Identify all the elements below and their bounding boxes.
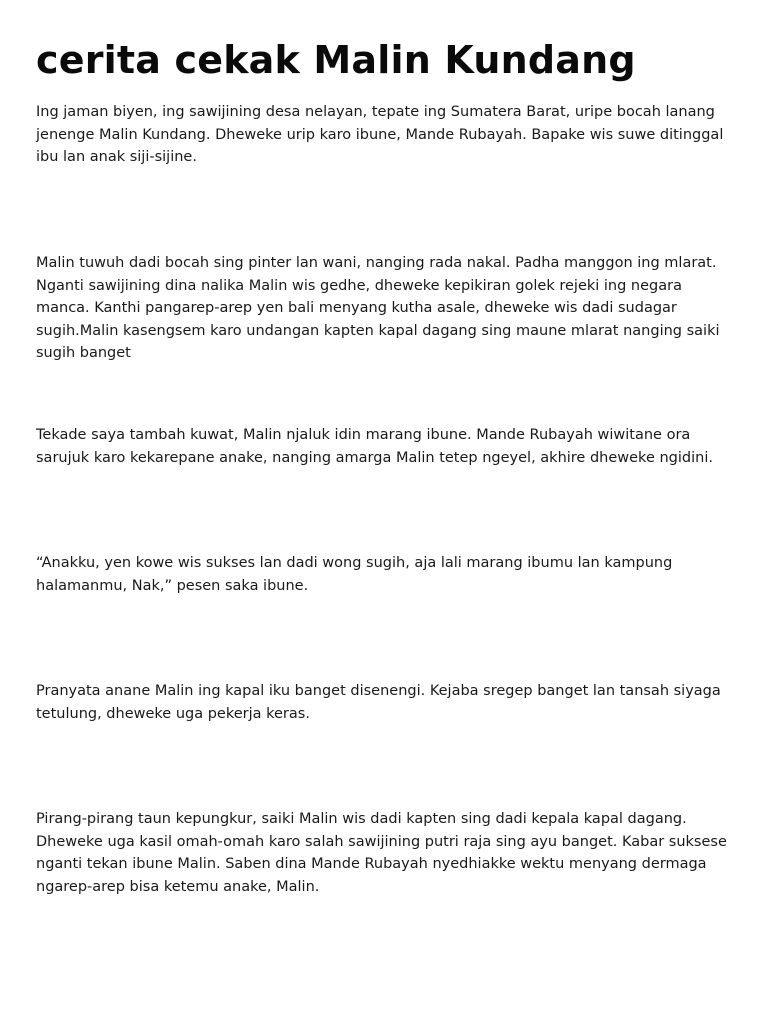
- paragraph-1: Ing jaman biyen, ing sawijining desa nelayan, tepate ing Sumatera Barat, uripe bocah lanang jenenge Malin Kundang. Dheweke urip karo ibune, Mande Rubayah. Bapake wis suwe ditinggal ibu lan anak siji-sijine.: [36, 104, 724, 165]
- paragraph-2: Malin tuwuh dadi bocah sing pinter lan wani, nanging rada nakal. Padha manggon ing mlarat. Nganti sawijining dina nalika Malin wis gedhe, dheweke kepikiran golek rejeki ing negara manca. Kanthi pangarep-arep yen bali menyang kutha asale, dheweke wis dadi sudagar sugih.Malin kasengsem karo undangan kapten kapal dagang sing maune mlarat nanging saiki sugih banget: [36, 255, 720, 361]
- paragraph-5: Pranyata anane Malin ing kapal iku banget disenengi. Kejaba sregep banget lan tansah siyaga tetulung, dheweke uga pekerja keras.: [36, 683, 721, 722]
- paragraph-3: Tekade saya tambah kuwat, Malin njaluk idin marang ibune. Mande Rubayah wiwitane ora sarujuk karo kekarepane anake, nanging amarga Malin tetep ngeyel, akhire dheweke ngidini.: [36, 427, 713, 466]
- paragraph-6: Pirang-pirang taun kepungkur, saiki Malin wis dadi kapten sing dadi kepala kapal dagang. Dheweke uga kasil omah-omah karo salah sawijining putri raja sing ayu banget. Kabar suksese nganti tekan ibune Malin. Saben dina Mande Rubayah nyedhiakke wektu menyang dermaga ngarep-arep bisa ketemu anake, Malin.: [36, 811, 727, 895]
- page-title: cerita cekak Malin Kundang: [36, 38, 636, 82]
- paragraph-4: “Anakku, yen kowe wis sukses lan dadi wong sugih, aja lali marang ibumu lan kampung halamanmu, Nak,” pesen saka ibune.: [36, 555, 673, 594]
